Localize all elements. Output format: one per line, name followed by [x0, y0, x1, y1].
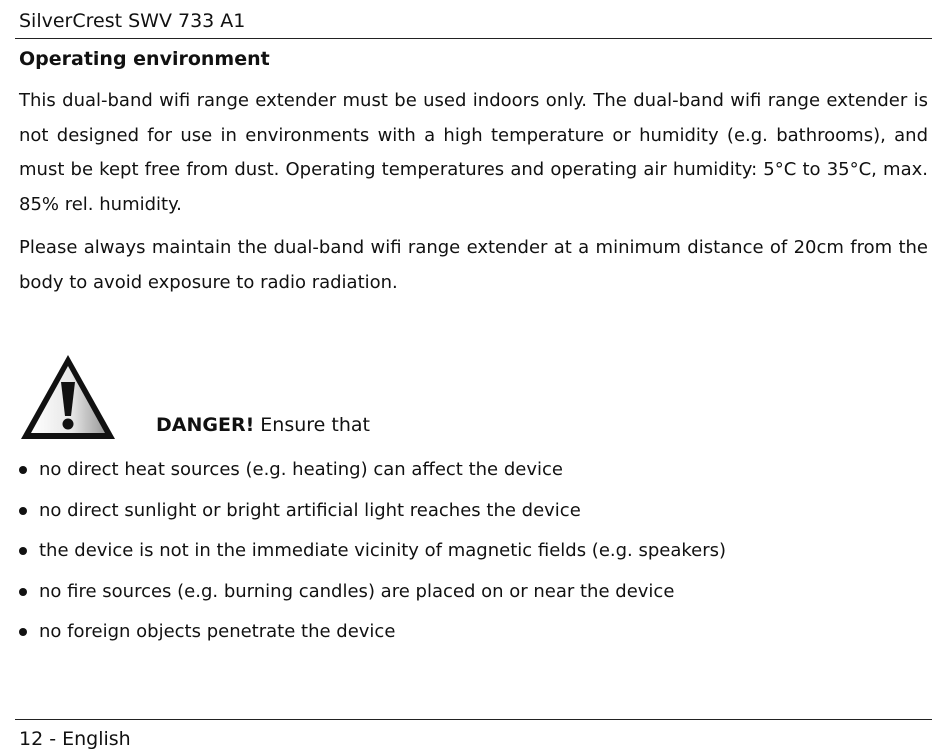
bullet-icon: [19, 507, 27, 515]
bullet-icon: [19, 628, 27, 636]
danger-text: Ensure that: [260, 414, 370, 436]
list-item: [19, 493, 726, 534]
bullet-icon: [19, 588, 27, 596]
warning-triangle-icon: [19, 352, 117, 442]
section-title: Operating environment: [19, 48, 270, 70]
footer-divider: [15, 719, 932, 720]
list-item: [19, 614, 726, 655]
list-item: [19, 533, 726, 574]
header-divider: [15, 38, 932, 39]
bullet-icon: [19, 547, 27, 555]
list-item-text: the device is not in the immediate vicinity of magnetic fields (e.g. speakers): [39, 540, 727, 562]
list-item: [19, 574, 726, 615]
paragraph-usage: This dual-band wifi range extender must be used indoors only. The dual-band wifi range extender is not designed for use in environments with a high temperature or humidity (e.g. bathrooms), and must be kept free from dust. Operating temperatures and operating air humidity: 5°C to 35°C, max. 85% rel. humidity.: [19, 90, 928, 216]
list-item-text: no direct heat sources (e.g. heating) can affect the device: [39, 459, 563, 480]
list-item: [19, 452, 726, 493]
document-header: SilverCrest SWV 733 A1: [19, 10, 246, 32]
danger-list: [19, 452, 726, 655]
danger-label: DANGER!: [156, 414, 255, 436]
danger-heading: [156, 411, 370, 439]
list-item-text: no foreign objects penetrate the device: [39, 621, 396, 643]
list-item-text: no fire sources (e.g. burning candles) are placed on or near the device: [39, 580, 675, 602]
page-number: 12 - English: [19, 728, 131, 750]
bullet-icon: [19, 466, 27, 474]
paragraph-distance: Please always maintain the dual-band wifi range extender at a minimum distance of 20cm from the body to avoid exposure to radio radiation.: [19, 237, 928, 293]
list-item-text: no direct sunlight or bright artificial light reaches the device: [39, 499, 581, 521]
